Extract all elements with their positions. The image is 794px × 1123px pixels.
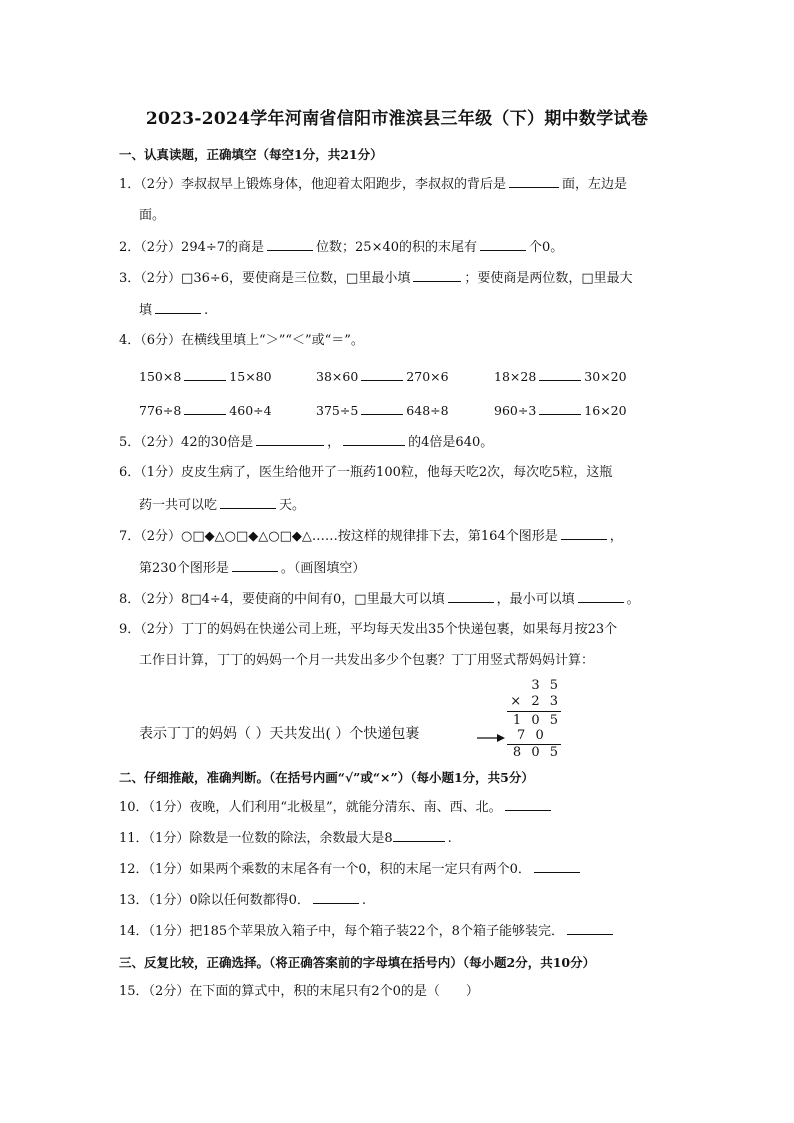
question-5 — [119, 432, 493, 453]
q8-blank-1[interactable] — [448, 589, 494, 603]
q11-period: . — [447, 831, 452, 846]
q4-item-4-right: 460÷4 — [229, 403, 272, 418]
q4-item-1-right: 15×80 — [229, 369, 272, 384]
q7-blank-1[interactable] — [561, 526, 607, 540]
vertical-line-3: 1 0 5 — [512, 713, 561, 728]
q8-text-b: ，最小可以填 — [496, 592, 575, 607]
section-1-heading: 一、认真读题，正确填空（每空1分，共21分） — [119, 147, 383, 162]
q14-blank[interactable] — [567, 921, 613, 935]
q3-text-a: 3．（2分）□36÷6，要使商是三位数，□里最小填 — [119, 271, 411, 286]
q4-item-4-blank[interactable] — [184, 401, 226, 415]
q3-blank-2[interactable] — [155, 300, 201, 314]
q7-text-d: 。（画图填空） — [280, 561, 366, 576]
q1-text-c: 面。 — [139, 208, 166, 223]
q1-blank-1[interactable] — [509, 174, 559, 188]
question-8 — [119, 589, 640, 610]
q4-item-6 — [494, 401, 627, 418]
q4-item-2-blank[interactable] — [361, 367, 403, 381]
question-15: 15．（2分）在下面的算式中，积的末尾只有2个0的是（ ） — [119, 984, 479, 999]
q4-item-6-left: 960÷3 — [494, 403, 537, 418]
question-3-cont — [139, 300, 208, 321]
vertical-line-2: × 2 3 — [510, 694, 561, 709]
q5-text-b: ， — [327, 435, 341, 450]
question-2 — [119, 237, 563, 258]
q11-blank[interactable] — [393, 828, 445, 842]
q6-blank-1[interactable] — [220, 495, 276, 509]
q4-item-4 — [139, 401, 272, 418]
page-title: 2023-2024学年河南省信阳市淮滨县三年级（下）期中数学试卷 — [145, 109, 649, 129]
question-6-cont — [139, 495, 305, 516]
q4-item-1 — [139, 367, 272, 384]
question-6: 6．（1分）皮皮生病了，医生给他开了一瓶药100粒，他每天吃2次，每次吃5粒，这瓶 — [119, 465, 613, 480]
q4-item-5 — [316, 401, 449, 418]
q7-text-c: 第230个图形是 — [139, 561, 229, 576]
vertical-calculation-figure — [139, 680, 559, 764]
question-12 — [119, 859, 583, 880]
q5-blank-1[interactable] — [256, 432, 324, 446]
q10-blank[interactable] — [505, 797, 551, 811]
question-14 — [119, 921, 616, 942]
q7-blank-2[interactable] — [232, 558, 278, 572]
q4-item-5-left: 375÷5 — [316, 403, 359, 418]
q6-text-b: 药一共可以吃 — [139, 498, 218, 513]
q3-text-c: 填 — [139, 303, 153, 318]
q5-blank-2[interactable] — [343, 432, 405, 446]
arrow-right-icon — [477, 733, 505, 743]
vertical-line-5: 8 0 5 — [512, 745, 561, 760]
vertical-line-1: 3 5 — [531, 678, 561, 693]
question-9-cont: 工作日计算，丁丁的妈妈一个月一共发出多少个包裹？丁丁用竖式帮妈妈计算： — [139, 653, 595, 668]
q4-item-2-left: 38×60 — [316, 369, 359, 384]
q1-text-a: 1．（2分）李叔叔早上锻炼身体，他迎着太阳跑步，李叔叔的背后是 — [119, 177, 507, 192]
question-7 — [119, 526, 623, 547]
q10-text: 10．（1分）夜晚，人们利用“北极星”，就能分清东、南、西、北。 — [119, 800, 502, 815]
q4-item-3-blank[interactable] — [539, 367, 581, 381]
q13-blank[interactable] — [313, 890, 359, 904]
question-9: 9．（2分）丁丁的妈妈在快递公司上班，平均每天发出35个快递包裹，如果每月按23个 — [119, 622, 618, 637]
question-1 — [119, 174, 627, 195]
q13-period: . — [361, 893, 366, 908]
vertical-line-4: 7 0 — [517, 728, 561, 743]
q8-text-a: 8．（2分）8□4÷4，要使商的中间有0，□里最大可以填 — [119, 592, 445, 607]
q4-item-1-blank[interactable] — [184, 367, 226, 381]
q3-text-b: ；要使商是两位数，□里最大 — [464, 271, 633, 286]
q4-item-3 — [494, 367, 627, 384]
section-2-heading: 二、仔细推敲，准确判断。（在括号内画“√”或“×”）（每小题1分，共5分） — [119, 770, 534, 785]
q5-text-c: 的4倍是640。 — [408, 435, 494, 450]
q6-text-c: 天。 — [279, 498, 306, 513]
question-4: 4．（6分）在横线里填上“＞”“＜”或“＝”。 — [119, 333, 364, 348]
q1-text-b: 面，左边是 — [562, 177, 628, 192]
q8-text-c: 。 — [626, 592, 640, 607]
section-3-heading: 三、反复比较，正确选择。（将正确答案前的字母填在括号内）（每小题2分，共10分） — [119, 955, 596, 970]
q4-item-5-right: 648÷8 — [406, 403, 449, 418]
q12-text: 12．（1分）如果两个乘数的末尾各有一个0，积的末尾一定只有两个0． — [119, 862, 531, 877]
q5-text-a: 5．（2分）42的30倍是 — [119, 435, 254, 450]
q4-item-6-blank[interactable] — [539, 401, 581, 415]
question-3 — [119, 268, 633, 289]
calc-annotation-label: 表示丁丁的妈妈（ ）天共发出( ）个快递包裹 — [139, 726, 420, 742]
q2-text-a: 2．（2分）294÷7的商是 — [119, 240, 265, 255]
q2-text-b: 位数；25×40的积的末尾有 — [316, 240, 478, 255]
q2-blank-1[interactable] — [267, 237, 313, 251]
question-7-cont — [139, 558, 365, 579]
q14-text: 14．（1分）把185个苹果放入箱子中，每个箱子装22个，8个箱子能够装完． — [119, 924, 564, 939]
q12-blank[interactable] — [534, 859, 580, 873]
question-13 — [119, 890, 366, 911]
question-11 — [119, 828, 452, 849]
q4-item-4-left: 776÷8 — [139, 403, 182, 418]
q4-item-3-right: 30×20 — [584, 369, 627, 384]
q4-item-6-right: 16×20 — [584, 403, 627, 418]
q2-text-c: 个0。 — [529, 240, 564, 255]
q4-item-2 — [316, 367, 449, 384]
question-10 — [119, 797, 554, 818]
q7-text-a: 7．（2分）○□◆△○□◆△○□◆△……按这样的规律排下去，第164个图形是 — [119, 529, 558, 544]
q11-text: 11．（1分）除数是一位数的除法，余数最大是8 — [119, 831, 393, 846]
q4-item-1-left: 150×8 — [139, 369, 182, 384]
q4-item-3-left: 18×28 — [494, 369, 537, 384]
q7-text-b: ， — [609, 529, 623, 544]
q3-blank-1[interactable] — [413, 268, 461, 282]
q8-blank-2[interactable] — [578, 589, 624, 603]
q4-item-2-right: 270×6 — [406, 369, 449, 384]
q2-blank-2[interactable] — [480, 237, 526, 251]
vertical-rule-1 — [507, 711, 561, 712]
q13-text: 13．（1分）0除以任何数都得0． — [119, 893, 310, 908]
q3-text-d: . — [204, 303, 209, 318]
q4-item-5-blank[interactable] — [361, 401, 403, 415]
